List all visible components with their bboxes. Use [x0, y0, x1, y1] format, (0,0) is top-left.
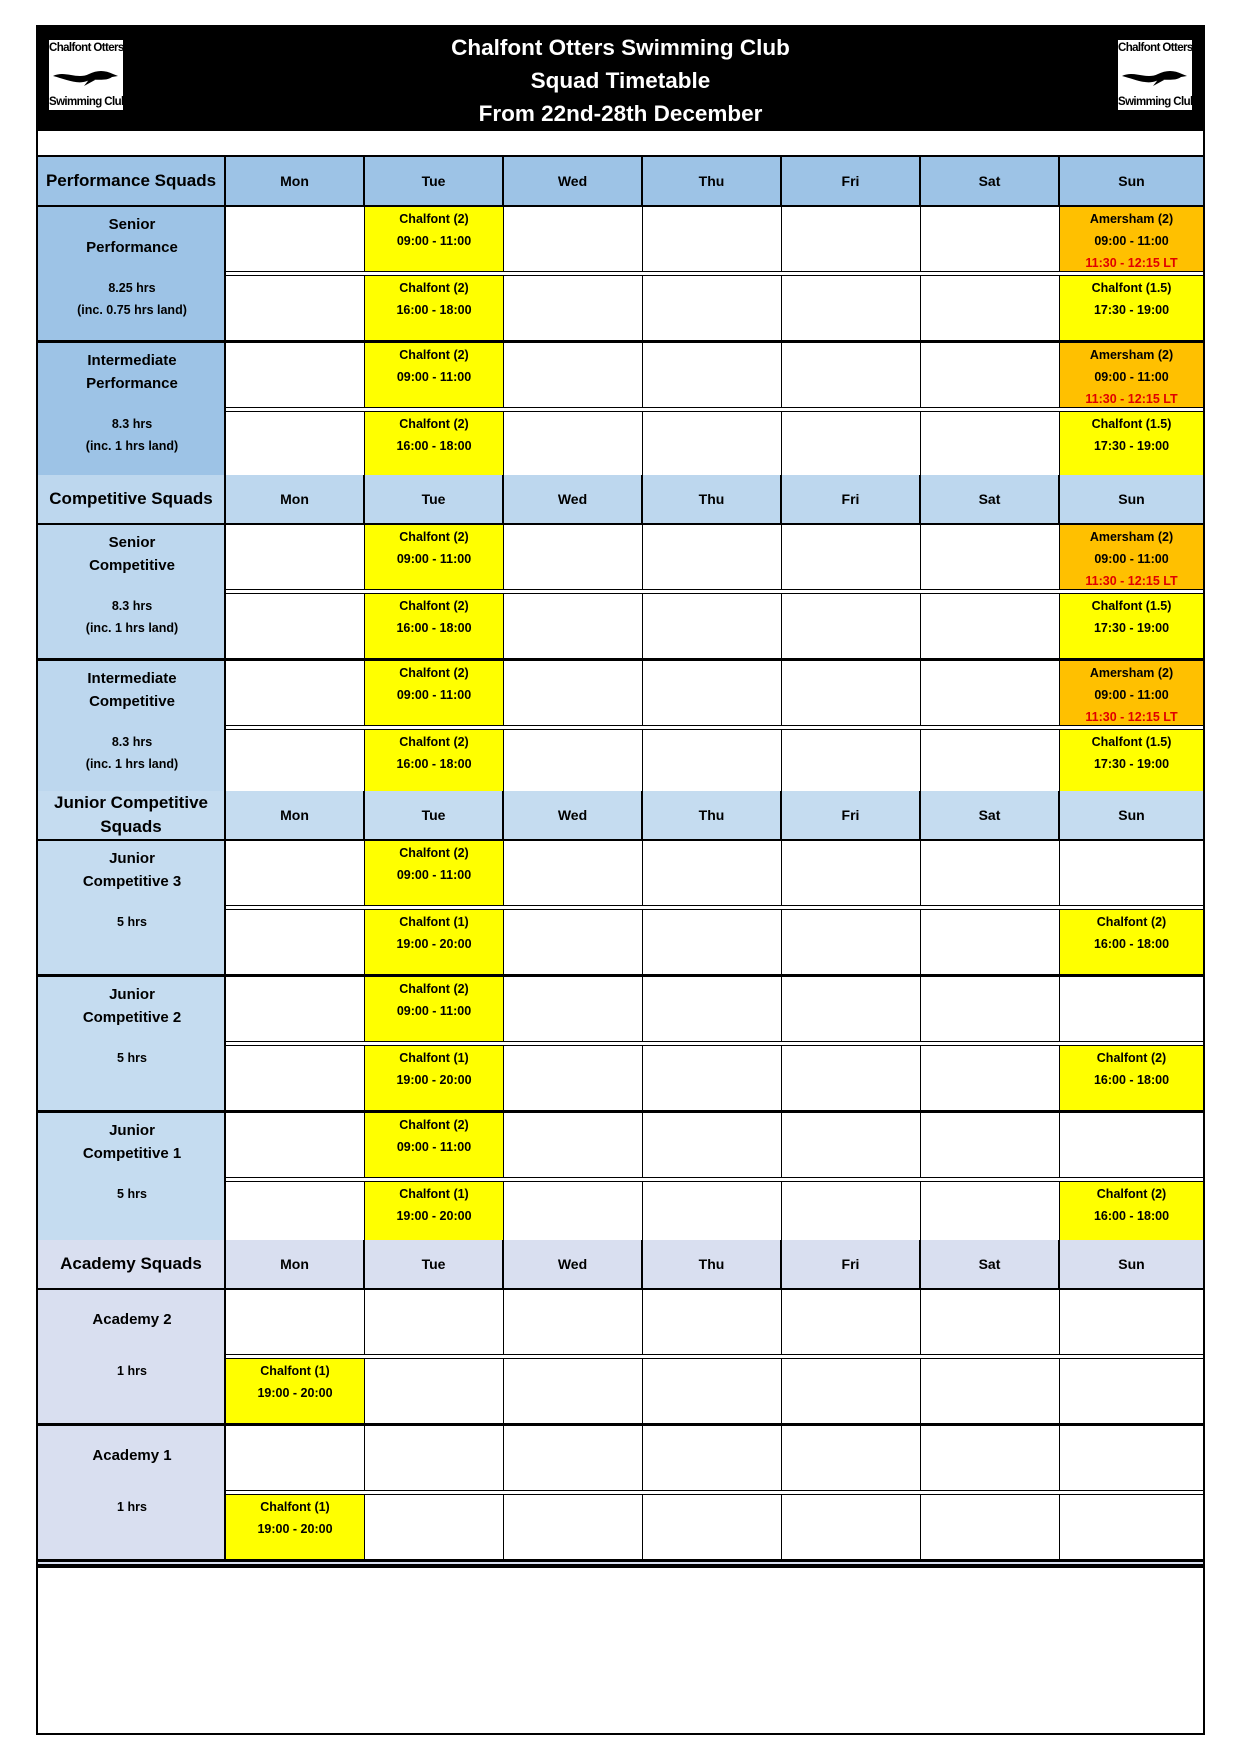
timetable-cell	[643, 525, 782, 589]
session-time: 19:00 - 20:00	[396, 937, 472, 951]
session-time: 19:00 - 20:00	[257, 1386, 333, 1400]
session-block	[365, 412, 503, 476]
squad-hours: 8.3 hrs (inc. 1 hrs land)	[85, 735, 179, 771]
session-block	[1060, 525, 1203, 589]
timetable-cell	[921, 1359, 1060, 1423]
squad-name: Intermediate Performance	[86, 352, 178, 392]
timetable-cell	[782, 1290, 921, 1354]
session-block	[1060, 661, 1203, 725]
logo-text-top: Chalfont Otters	[49, 42, 124, 54]
timetable-cell	[226, 1426, 365, 1490]
session-time: 19:00 - 20:00	[396, 1073, 472, 1087]
session-venue: Chalfont (1.5)	[1091, 281, 1172, 295]
session-time: 16:00 - 18:00	[396, 757, 472, 771]
timetable-cell	[365, 1359, 504, 1423]
timetable-cell	[643, 1290, 782, 1354]
session-venue: Chalfont (2)	[399, 281, 469, 295]
day-header-sat: Sat	[921, 1240, 1060, 1290]
session-block	[1060, 1046, 1203, 1110]
day-header-mon: Mon	[226, 157, 365, 207]
squad-name: Junior Competitive 1	[82, 1122, 182, 1162]
day-header-sun: Sun	[1060, 475, 1203, 525]
section-header-row	[38, 791, 1203, 841]
timetable-cell	[921, 207, 1060, 271]
squad-hours: 8.3 hrs (inc. 1 hrs land)	[85, 599, 179, 635]
session-venue: Chalfont (2)	[399, 212, 469, 226]
session-venue: Amersham (2)	[1089, 348, 1174, 362]
timetable-cell	[504, 1495, 643, 1559]
session-block	[1060, 412, 1203, 476]
session-time: 09:00 - 11:00	[396, 688, 472, 702]
timetable-cell	[1060, 977, 1203, 1041]
day-header-sun: Sun	[1060, 791, 1203, 841]
session-time: 09:00 - 11:00	[396, 1140, 472, 1154]
session-block	[1060, 207, 1203, 271]
timetable-cell	[782, 343, 921, 407]
session-venue: Chalfont (2)	[399, 530, 469, 544]
timetable-cell	[226, 207, 365, 271]
timetable-header	[38, 27, 1203, 131]
timetable-cell	[226, 1113, 365, 1177]
timetable-cell	[504, 343, 643, 407]
session-block	[1060, 1182, 1203, 1246]
day-header-thu: Thu	[643, 475, 782, 525]
session-block	[1060, 730, 1203, 794]
date-range: From 22nd-28th December	[478, 101, 763, 126]
timetable-cell	[782, 841, 921, 905]
club-title: Chalfont Otters Swimming Club	[451, 35, 790, 60]
day-header-sun: Sun	[1060, 157, 1203, 207]
section-header-row	[38, 157, 1203, 207]
timetable-cell	[1060, 841, 1203, 905]
timetable-cell	[504, 841, 643, 905]
session-time: 19:00 - 20:00	[257, 1522, 333, 1536]
timetable-cell	[921, 661, 1060, 725]
session-venue: Chalfont (2)	[399, 735, 469, 749]
timetable-cell	[921, 1495, 1060, 1559]
timetable-cell	[782, 1182, 921, 1246]
timetable-cell	[782, 1046, 921, 1110]
day-header-mon: Mon	[226, 475, 365, 525]
session-venue: Amersham (2)	[1089, 666, 1174, 680]
squad-label-cell	[38, 1290, 226, 1423]
day-header-tue: Tue	[365, 791, 504, 841]
squad-hours: 1 hrs	[117, 1500, 147, 1514]
timetable-cell	[504, 276, 643, 340]
timetable-cell	[504, 1359, 643, 1423]
timetable-cell	[226, 1182, 365, 1246]
day-header-sat: Sat	[921, 791, 1060, 841]
land-training-time: 11:30 - 12:15 LT	[1085, 574, 1178, 588]
squad-hours: 5 hrs	[117, 1187, 147, 1201]
timetable-cell	[643, 730, 782, 794]
squad-hours: 8.25 hrs (inc. 0.75 hrs land)	[77, 281, 187, 317]
session-time: 16:00 - 18:00	[396, 621, 472, 635]
timetable-cell	[921, 977, 1060, 1041]
session-venue: Chalfont (2)	[1096, 915, 1167, 929]
session-venue: Amersham (2)	[1089, 530, 1174, 544]
squad-hours: 5 hrs	[117, 1051, 147, 1065]
squad-label-cell	[38, 525, 226, 658]
timetable-cell	[782, 977, 921, 1041]
timetable-cell	[782, 412, 921, 476]
timetable-cell	[782, 1426, 921, 1490]
day-header-mon: Mon	[226, 791, 365, 841]
session-venue: Chalfont (2)	[399, 417, 469, 431]
section-title: Competitive Squads	[38, 475, 226, 525]
session-block	[1060, 910, 1203, 974]
session-venue: Chalfont (2)	[1096, 1051, 1167, 1065]
session-time: 09:00 - 11:00	[1094, 688, 1169, 702]
session-venue: Chalfont (2)	[399, 846, 469, 860]
timetable-cell	[1060, 1359, 1203, 1423]
timetable-cell	[643, 594, 782, 658]
timetable-cell	[504, 661, 643, 725]
squad-label-cell	[38, 207, 226, 340]
day-header-sat: Sat	[921, 157, 1060, 207]
session-venue: Chalfont (1)	[260, 1500, 330, 1514]
timetable-cell	[226, 412, 365, 476]
session-time: 09:00 - 11:00	[396, 234, 472, 248]
session-venue: Chalfont (1)	[399, 1187, 469, 1201]
timetable-cell	[504, 1290, 643, 1354]
squad-row	[38, 343, 1203, 476]
session-block	[365, 661, 503, 725]
day-header-wed: Wed	[504, 1240, 643, 1290]
squad-name: Senior Performance	[86, 216, 178, 256]
timetable-cell	[1060, 1426, 1203, 1490]
day-header-fri: Fri	[782, 791, 921, 841]
timetable-cell	[782, 207, 921, 271]
timetable-cell	[643, 1113, 782, 1177]
timetable-cell	[226, 276, 365, 340]
squad-hours: 1 hrs	[117, 1364, 147, 1378]
timetable-title: Squad Timetable	[530, 68, 711, 93]
section-title: Junior Competitive Squads	[38, 791, 226, 841]
timetable-cell	[365, 1495, 504, 1559]
session-time: 17:30 - 19:00	[1093, 439, 1170, 453]
timetable-cell	[782, 910, 921, 974]
timetable-cell	[921, 1113, 1060, 1177]
timetable-cell	[226, 525, 365, 589]
timetable-cell	[921, 594, 1060, 658]
timetable-cell	[504, 1046, 643, 1110]
timetable-cell	[504, 910, 643, 974]
day-header-wed: Wed	[504, 791, 643, 841]
logo-text-top: Chalfont Otters	[1118, 42, 1193, 54]
timetable-cell	[643, 977, 782, 1041]
session-time: 16:00 - 18:00	[396, 439, 472, 453]
section-divider	[38, 1559, 1203, 1568]
timetable-cell	[921, 525, 1060, 589]
timetable-cell	[782, 525, 921, 589]
squad-label-cell	[38, 977, 226, 1110]
squad-hours: 5 hrs	[117, 915, 147, 929]
timetable-cell	[782, 1359, 921, 1423]
day-header-wed: Wed	[504, 475, 643, 525]
day-header-wed: Wed	[504, 157, 643, 207]
timetable-cell	[643, 1495, 782, 1559]
timetable-cell	[504, 525, 643, 589]
timetable-cell	[504, 977, 643, 1041]
session-venue: Chalfont (2)	[399, 348, 469, 362]
slot-separator	[226, 1490, 1203, 1495]
timetable-cell	[504, 1113, 643, 1177]
timetable-cell	[226, 1046, 365, 1110]
squad-name: Junior Competitive 2	[82, 986, 182, 1026]
timetable-cell	[921, 1426, 1060, 1490]
land-training-time: 11:30 - 12:15 LT	[1085, 710, 1178, 724]
squad-label-cell	[38, 1426, 226, 1559]
squad-label-cell	[38, 661, 226, 794]
section-title: Academy Squads	[38, 1240, 226, 1290]
squad-label-cell	[38, 1113, 226, 1246]
squad-label-cell	[38, 841, 226, 974]
day-header-sun: Sun	[1060, 1240, 1203, 1290]
squad-name: Intermediate Competitive	[87, 670, 177, 710]
timetable-cell	[226, 1290, 365, 1354]
timetable-cell	[504, 730, 643, 794]
session-venue: Chalfont (1.5)	[1091, 417, 1172, 431]
day-header-thu: Thu	[643, 157, 782, 207]
spacer-row	[38, 131, 1203, 157]
session-venue: Chalfont (1)	[260, 1364, 330, 1378]
day-header-tue: Tue	[365, 475, 504, 525]
session-venue: Chalfont (1)	[399, 1051, 469, 1065]
club-logo-right	[1117, 39, 1197, 111]
timetable-cell	[643, 1426, 782, 1490]
squad-name: Junior Competitive 3	[82, 850, 182, 890]
timetable-cell	[365, 1426, 504, 1490]
session-venue: Chalfont (2)	[399, 599, 469, 613]
timetable-cell	[782, 730, 921, 794]
session-block	[365, 276, 503, 340]
session-time: 09:00 - 11:00	[1094, 552, 1169, 566]
day-header-tue: Tue	[365, 1240, 504, 1290]
squad-row	[38, 525, 1203, 658]
session-time: 16:00 - 18:00	[1093, 1209, 1170, 1223]
timetable-cell	[782, 594, 921, 658]
session-block	[226, 1495, 364, 1559]
squad-name: Academy 2	[92, 1311, 172, 1328]
squad-label-cell	[38, 343, 226, 476]
timetable-cell	[226, 594, 365, 658]
timetable-cell	[226, 343, 365, 407]
session-block	[1060, 343, 1203, 407]
session-block	[365, 343, 503, 407]
day-header-thu: Thu	[643, 791, 782, 841]
session-time: 16:00 - 18:00	[1093, 1073, 1170, 1087]
timetable-page	[36, 25, 1205, 1735]
session-block	[365, 910, 503, 974]
squad-row	[38, 841, 1203, 974]
squad-name: Senior Competitive	[89, 534, 175, 574]
timetable-cell	[782, 276, 921, 340]
session-block	[226, 1359, 364, 1423]
session-block	[365, 1046, 503, 1110]
timetable-cell	[643, 841, 782, 905]
land-training-time: 11:30 - 12:15 LT	[1085, 256, 1178, 270]
timetable-cell	[643, 276, 782, 340]
squad-row	[38, 1426, 1203, 1559]
land-training-time: 11:30 - 12:15 LT	[1085, 392, 1178, 406]
session-venue: Chalfont (2)	[399, 1118, 469, 1132]
timetable-cell	[643, 910, 782, 974]
session-time: 09:00 - 11:00	[396, 552, 472, 566]
session-time: 16:00 - 18:00	[396, 303, 472, 317]
session-venue: Amersham (2)	[1089, 212, 1174, 226]
timetable-cell	[226, 910, 365, 974]
section-header-row	[38, 475, 1203, 525]
timetable-cell	[226, 841, 365, 905]
squad-row	[38, 1113, 1203, 1246]
session-venue: Chalfont (1.5)	[1091, 599, 1172, 613]
timetable-cell	[504, 594, 643, 658]
session-time: 09:00 - 11:00	[396, 370, 472, 384]
squad-row	[38, 661, 1203, 794]
timetable-cell	[226, 730, 365, 794]
session-block	[365, 841, 503, 905]
timetable-cell	[1060, 1495, 1203, 1559]
timetable-cell	[643, 661, 782, 725]
session-block	[365, 207, 503, 271]
session-time: 09:00 - 11:00	[1094, 234, 1169, 248]
timetable-cell	[1060, 1290, 1203, 1354]
timetable-cell	[921, 343, 1060, 407]
squad-name: Academy 1	[92, 1447, 172, 1464]
session-block	[365, 1113, 503, 1177]
day-header-fri: Fri	[782, 157, 921, 207]
session-venue: Chalfont (2)	[399, 982, 469, 996]
timetable-cell	[921, 276, 1060, 340]
day-header-fri: Fri	[782, 1240, 921, 1290]
session-time: 09:00 - 11:00	[1094, 370, 1169, 384]
session-time: 16:00 - 18:00	[1093, 937, 1170, 951]
timetable-cell	[921, 841, 1060, 905]
logo-text-bottom: Swimming Club	[1118, 96, 1197, 108]
session-block	[365, 730, 503, 794]
session-block	[365, 525, 503, 589]
session-block	[1060, 276, 1203, 340]
session-block	[365, 1182, 503, 1246]
timetable-cell	[921, 1182, 1060, 1246]
session-block	[365, 594, 503, 658]
session-time: 09:00 - 11:00	[396, 868, 472, 882]
timetable-cell	[643, 1182, 782, 1246]
title-block	[38, 31, 1203, 130]
timetable-cell	[921, 730, 1060, 794]
timetable-cell	[921, 910, 1060, 974]
timetable-cell	[643, 412, 782, 476]
day-header-sat: Sat	[921, 475, 1060, 525]
session-venue: Chalfont (2)	[1096, 1187, 1167, 1201]
squad-row	[38, 977, 1203, 1110]
squad-row	[38, 207, 1203, 340]
session-time: 17:30 - 19:00	[1093, 303, 1170, 317]
session-block	[1060, 594, 1203, 658]
session-venue: Chalfont (2)	[399, 666, 469, 680]
session-venue: Chalfont (1.5)	[1091, 735, 1172, 749]
logo-text-bottom: Swimming Club	[49, 96, 128, 108]
squad-hours: 8.3 hrs (inc. 1 hrs land)	[85, 417, 179, 453]
timetable-cell	[504, 412, 643, 476]
timetable-cell	[782, 1113, 921, 1177]
timetable-cell	[921, 1290, 1060, 1354]
session-time: 09:00 - 11:00	[396, 1004, 472, 1018]
timetable-cell	[1060, 1113, 1203, 1177]
slot-separator	[226, 1354, 1203, 1359]
session-time: 17:30 - 19:00	[1093, 757, 1170, 771]
timetable-cell	[643, 1359, 782, 1423]
timetable-cell	[365, 1290, 504, 1354]
timetable-cell	[782, 661, 921, 725]
session-venue: Chalfont (1)	[399, 915, 469, 929]
session-time: 19:00 - 20:00	[396, 1209, 472, 1223]
timetable-cell	[921, 1046, 1060, 1110]
timetable-cell	[504, 1426, 643, 1490]
timetable-cell	[643, 207, 782, 271]
session-block	[365, 977, 503, 1041]
section-header-row	[38, 1240, 1203, 1290]
timetable-cell	[782, 1495, 921, 1559]
timetable-cell	[504, 207, 643, 271]
timetable-cell	[643, 1046, 782, 1110]
day-header-thu: Thu	[643, 1240, 782, 1290]
timetable-cell	[643, 343, 782, 407]
timetable-cell	[921, 412, 1060, 476]
timetable-cell	[226, 661, 365, 725]
day-header-fri: Fri	[782, 475, 921, 525]
otter-logo-icon	[1120, 62, 1190, 88]
day-header-tue: Tue	[365, 157, 504, 207]
day-header-mon: Mon	[226, 1240, 365, 1290]
timetable-cell	[226, 977, 365, 1041]
section-title: Performance Squads	[38, 157, 226, 207]
timetable-cell	[504, 1182, 643, 1246]
session-time: 17:30 - 19:00	[1093, 621, 1170, 635]
squad-row	[38, 1290, 1203, 1423]
